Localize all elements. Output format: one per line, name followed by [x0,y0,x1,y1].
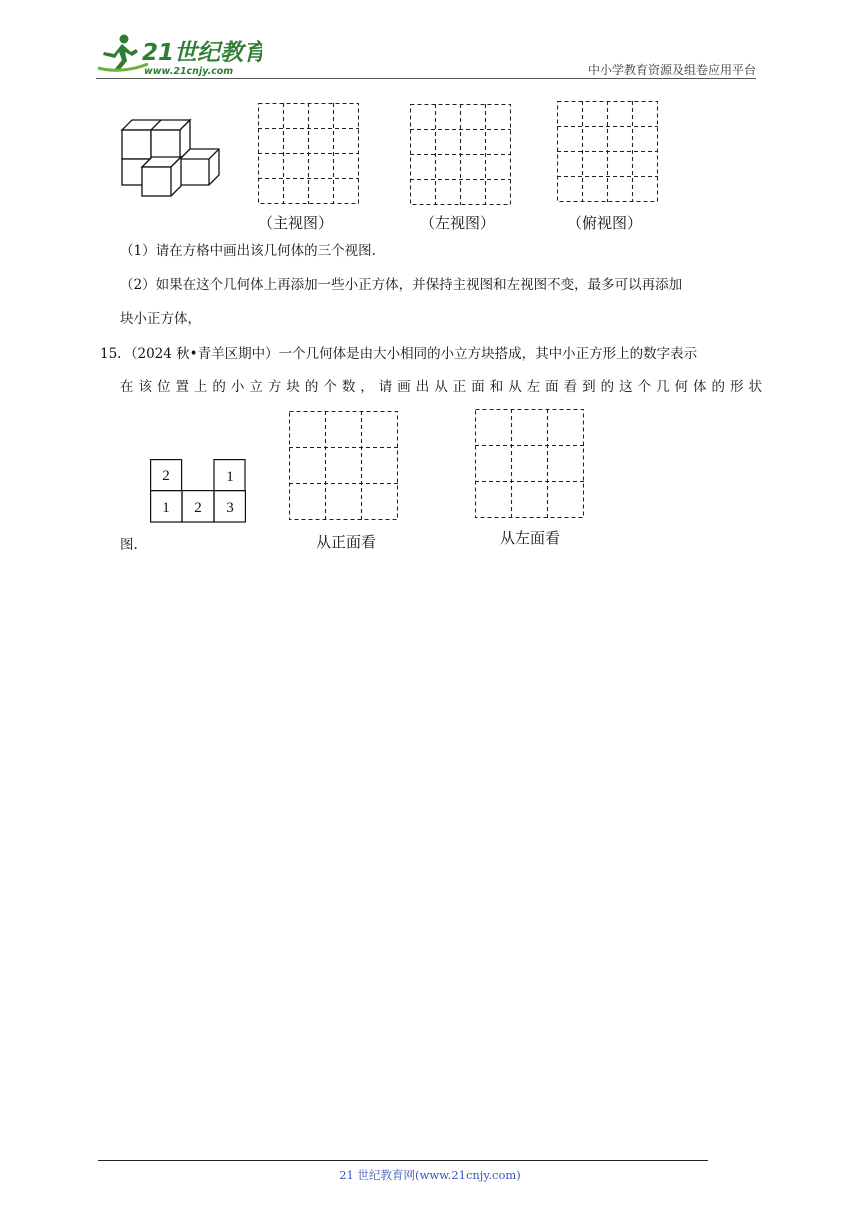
footer-link[interactable]: 21 世纪教育网(www.21cnjy.com) [339,1168,521,1182]
q14-part2-line2: 块小正方体， [120,311,201,327]
left-view-caption: （左视图） [420,214,496,232]
q15-line2: 在该位置上的小立方块的个数，请画出从正面和从左面看到的这个几何体的形状 [120,379,762,395]
cell-r2c1: 1 [162,500,170,516]
logo-subtext: www.21cnjy.com [144,66,234,77]
logo-text: 21世纪教育 [142,40,262,66]
front-view-caption: （主视图） [258,214,334,232]
q14-part2-line1: （2）如果在这个几何体上再添加一些小正方体，并保持主视图和左视图不变，最多可以再添加 [120,277,683,293]
cell-r1c3: 1 [226,469,234,485]
cube-stack-figure [118,118,228,198]
q15-line3: 图. [120,537,138,553]
top-count-table [150,459,246,523]
site-logo [92,30,262,80]
cell-r1c1: 2 [162,468,170,484]
header-divider [96,78,756,79]
footer-divider [98,1160,708,1161]
header-platform-text: 中小学教育资源及组卷应用平台 [587,63,756,77]
cell-r2c2: 2 [194,500,202,516]
top-view-caption: （俯视图） [567,214,643,232]
front-look-grid[interactable] [289,411,398,520]
front-look-caption: 从正面看 [316,533,377,551]
left-look-caption: 从左面看 [500,529,561,547]
q14-part1: （1）请在方格中画出该几何体的三个视图. [120,243,376,259]
q15-line1: （2024 秋•青羊区期中）一个几何体是由大小相同的小立方块搭成，其中小正方形上的数字表示 [124,346,698,362]
cell-r2c3: 3 [226,500,234,516]
q15-number: 15. [100,346,122,362]
left-view-grid[interactable] [410,104,511,205]
front-view-grid[interactable] [258,103,359,204]
top-view-grid[interactable] [557,101,658,202]
left-look-grid[interactable] [475,409,584,518]
runner-logo-icon [98,35,148,73]
